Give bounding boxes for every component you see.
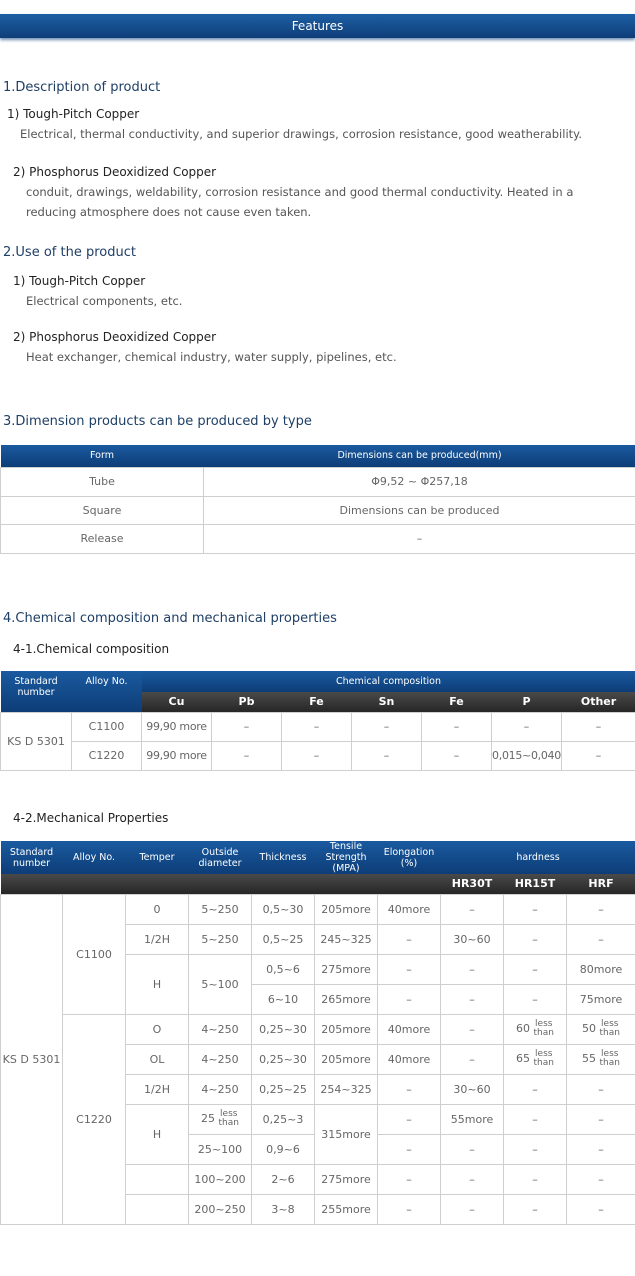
mech-cell: – [378,1164,441,1194]
mech-cell: 0,5~25 [252,924,315,954]
mech-value: 40 [387,1052,402,1066]
chem-alloy: C1220 [72,741,142,770]
chem-cell: – [282,741,352,770]
mech-cell [126,1194,189,1224]
mech-cell [567,954,635,984]
mech-cell: 4~250 [189,1014,252,1044]
chem-cell: – [352,741,422,770]
chem-cell: – [422,741,492,770]
mech-cell: 0,25~30 [252,1044,315,1074]
chem-standard: KS D 5301 [1,712,72,770]
chem-cell: – [562,712,635,741]
mech-head-hardness: hardness [441,841,635,874]
mech-hard-hrf: HRF [567,874,635,894]
mech-cell: – [567,1104,635,1134]
mech-value: 205 [321,902,343,916]
mech-cell [378,1044,441,1074]
section4-title: 4.Chemical composition and mechanical properties [3,611,337,626]
mech-cell [315,1014,378,1044]
mech-cell: – [567,924,635,954]
chem-cell: – [212,712,282,741]
chem-head-comp: Chemical composition [142,671,635,692]
mech-cell: – [504,924,567,954]
chem-head-std: Standard number [1,671,72,712]
s1-item2-text2: reducing atmosphere does not cause even taken. [26,205,312,219]
mech-cell [315,1164,378,1194]
mech-cell: – [441,1014,504,1044]
s2-item1-title: 1) Tough-Pitch Copper [13,274,146,288]
s1-item2-title: 2) Phosphorus Deoxidized Copper [13,165,217,179]
mech-cell: – [378,954,441,984]
mech-qualifier: more [593,992,623,1006]
mech-cell: 2~6 [252,1164,315,1194]
mech-cell: – [504,1074,567,1104]
mech-value: 55 [450,1112,465,1126]
chem-el-pb: Pb [212,692,282,712]
mech-cell: 0,25~25 [252,1074,315,1104]
mech-cell [441,1104,504,1134]
section3-title: 3.Dimension products can be produced by type [3,414,312,429]
mech-qualifier: more [464,1112,494,1126]
dim-form: Square [1,496,204,524]
table-row [1,894,635,924]
mech-cell: – [504,1194,567,1224]
chem-el-p: P [492,692,562,712]
chem-cell: – [492,712,562,741]
mech-cell [315,1194,378,1224]
dim-value: – [204,524,635,553]
mech-head-thick: Thickness [252,841,315,874]
mech-qualifier: than [533,1058,554,1068]
mech-cell: – [567,894,635,924]
mech-qualifier: more [401,1052,431,1066]
mech-qualifier: less [535,1049,553,1059]
mech-value: 55 [582,1052,597,1065]
mech-value: 25 [201,1112,216,1125]
s2-item1-text: Electrical components, etc. [26,294,183,308]
mech-cell: – [567,1194,635,1224]
mech-qualifier: more [342,1052,371,1066]
mech-head-alloy: Alloy No. [63,841,126,874]
mech-cell: 245~325 [315,924,378,954]
mech-cell: OL [126,1044,189,1074]
chem-cell: 0,015~0,040 [492,741,562,770]
mech-value: 205 [321,1022,343,1036]
mech-subhead-spacer [1,874,441,894]
mech-head-od: Outside diameter [189,841,252,874]
table-row [1,1014,635,1044]
mechanical-table [0,841,635,1225]
chem-subtitle: 4-1.Chemical composition [13,642,170,656]
mech-qualifier: than [533,1028,554,1038]
mech-value: 275 [321,962,343,976]
mech-cell [567,1014,635,1044]
mech-cell: 0,5~6 [252,954,315,984]
chem-cell: – [422,712,492,741]
s2-item2-title: 2) Phosphorus Deoxidized Copper [13,330,217,344]
mech-qualifier: more [593,962,623,976]
chem-cell: – [282,712,352,741]
mech-value: 265 [321,992,343,1006]
mech-cell: – [441,984,504,1014]
mech-cell: 0,25~3 [252,1104,315,1134]
mech-qualifier: more [342,1127,371,1141]
dim-form: Release [1,524,204,553]
chem-cell: 99,90 more [142,741,212,770]
section1-title: 1.Description of product [3,80,161,95]
mech-cell: – [441,1194,504,1224]
dim-form: Tube [1,467,204,496]
mech-cell: – [378,1104,441,1134]
chem-el-fe: Fe [282,692,352,712]
mech-qualifier: more [342,962,371,976]
mech-alloy-c1100: C1100 [63,894,126,1014]
mech-cell [504,1014,567,1044]
mech-cell: 0,25~30 [252,1014,315,1044]
dim-value: Dimensions can be produced [204,496,635,524]
mech-cell [315,1044,378,1074]
mech-value: 75 [579,992,594,1006]
mech-cell: 4~250 [189,1074,252,1104]
mech-head-temper: Temper [126,841,189,874]
mech-qualifier: less [601,1019,619,1029]
chem-alloy: C1100 [72,712,142,741]
mech-value: 50 [582,1022,597,1035]
dim-head-form: Form [1,445,204,467]
chem-el-sn: Sn [352,692,422,712]
mech-cell [315,894,378,924]
mech-cell: – [504,1134,567,1164]
mech-cell: – [378,1194,441,1224]
table-row [1,496,635,524]
mech-cell [315,984,378,1014]
mech-cell: 100~200 [189,1164,252,1194]
mech-cell [567,984,635,1014]
chemical-table [0,671,635,771]
mech-value: 40 [387,902,402,916]
mech-cell [315,954,378,984]
mech-cell [315,1104,378,1164]
mech-value: 275 [321,1172,343,1186]
mech-cell: 5~250 [189,924,252,954]
mech-cell: H [126,954,189,1014]
mech-cell: 6~10 [252,984,315,1014]
mech-cell: – [441,894,504,924]
mech-qualifier: than [218,1118,239,1128]
s1-item1-title: 1) Tough-Pitch Copper [7,107,140,121]
mech-qualifier: less [601,1049,619,1059]
mech-cell: 5~100 [189,954,252,1014]
mech-hard-hr15t: HR15T [504,874,567,894]
mech-cell [504,1044,567,1074]
mech-head-std: Standard number [1,841,63,874]
mech-cell: – [567,1134,635,1164]
table-row [1,741,635,770]
s2-item2-text: Heat exchanger, chemical industry, water supply, pipelines, etc. [26,350,397,364]
mech-cell: – [504,1164,567,1194]
table-row [1,712,635,741]
s1-item2-text1: conduit, drawings, weldability, corrosion resistance and good thermal conductivity. Heated in a [26,185,574,199]
mech-cell: – [567,1164,635,1194]
mech-cell: 4~250 [189,1044,252,1074]
mech-cell: – [504,954,567,984]
mech-cell: 30~60 [441,924,504,954]
mech-value: 80 [579,962,594,976]
mech-cell: 5~250 [189,894,252,924]
mech-cell: – [504,894,567,924]
mech-qualifier: more [401,902,431,916]
mech-value: 205 [321,1052,343,1066]
mech-cell: 3~8 [252,1194,315,1224]
chem-cell: – [212,741,282,770]
mech-qualifier: than [599,1028,620,1038]
mech-qualifier: more [401,1022,431,1036]
mech-cell: O [126,1014,189,1044]
mech-qualifier: less [220,1109,238,1119]
mech-value: 255 [321,1202,343,1216]
dim-value: Φ9,52 ~ Φ257,18 [204,467,635,496]
chem-cell: 99,90 more [142,712,212,741]
mech-alloy-c1220: C1220 [63,1014,126,1224]
mech-cell: 25~100 [189,1134,252,1164]
mech-cell: 0,5~30 [252,894,315,924]
mech-subtitle: 4-2.Mechanical Properties [13,811,169,825]
section2-title: 2.Use of the product [3,245,136,260]
table-row [1,467,635,496]
features-banner: Features [0,14,635,38]
mech-value: 315 [321,1127,343,1141]
mech-cell: 1/2H [126,924,189,954]
mech-cell: – [378,984,441,1014]
mech-cell: 200~250 [189,1194,252,1224]
mech-head-tensile: Tensile Strength (MPA) [315,841,378,874]
mech-qualifier: more [342,902,371,916]
mech-cell: – [441,1164,504,1194]
mech-cell: – [378,924,441,954]
mech-cell: 0 [126,894,189,924]
mech-cell: 1/2H [126,1074,189,1104]
chem-el-fe2: Fe [422,692,492,712]
dim-head-dims: Dimensions can be produced(mm) [204,445,635,467]
s1-item1-text: Electrical, thermal conductivity, and superior drawings, corrosion resistance, good weatherability. [20,127,582,141]
mech-cell: – [504,1104,567,1134]
mech-qualifier: more [342,1022,371,1036]
mech-cell [189,1104,252,1134]
mech-qualifier: than [599,1058,620,1068]
chem-cell: – [352,712,422,741]
mech-cell: – [504,984,567,1014]
table-row [1,524,635,553]
dimension-table [0,445,635,554]
mech-qualifier: more [342,992,371,1006]
mech-cell [378,894,441,924]
mech-value: 60 [516,1022,531,1035]
mech-qualifier: less [535,1019,553,1029]
mech-value: 65 [516,1052,531,1065]
mech-qualifier: more [342,1202,371,1216]
mech-cell [378,1014,441,1044]
mech-cell: – [441,1044,504,1074]
mech-cell [126,1164,189,1194]
mech-cell [567,1044,635,1074]
mech-cell: – [441,1134,504,1164]
mech-hard-hr30t: HR30T [441,874,504,894]
mech-qualifier: more [342,1172,371,1186]
mech-value: 40 [387,1022,402,1036]
mech-cell: H [126,1104,189,1164]
mech-cell: – [567,1074,635,1104]
mech-head-elong: Elongation (%) [378,841,441,874]
mech-standard: KS D 5301 [1,894,63,1224]
mech-cell: 30~60 [441,1074,504,1104]
chem-el-other: Other [562,692,635,712]
mech-cell: – [378,1134,441,1164]
chem-head-alloy: Alloy No. [72,671,142,712]
mech-cell: 254~325 [315,1074,378,1104]
mech-cell: 0,9~6 [252,1134,315,1164]
mech-cell: – [441,954,504,984]
chem-cell: – [562,741,635,770]
mech-cell: – [378,1074,441,1104]
chem-el-cu: Cu [142,692,212,712]
